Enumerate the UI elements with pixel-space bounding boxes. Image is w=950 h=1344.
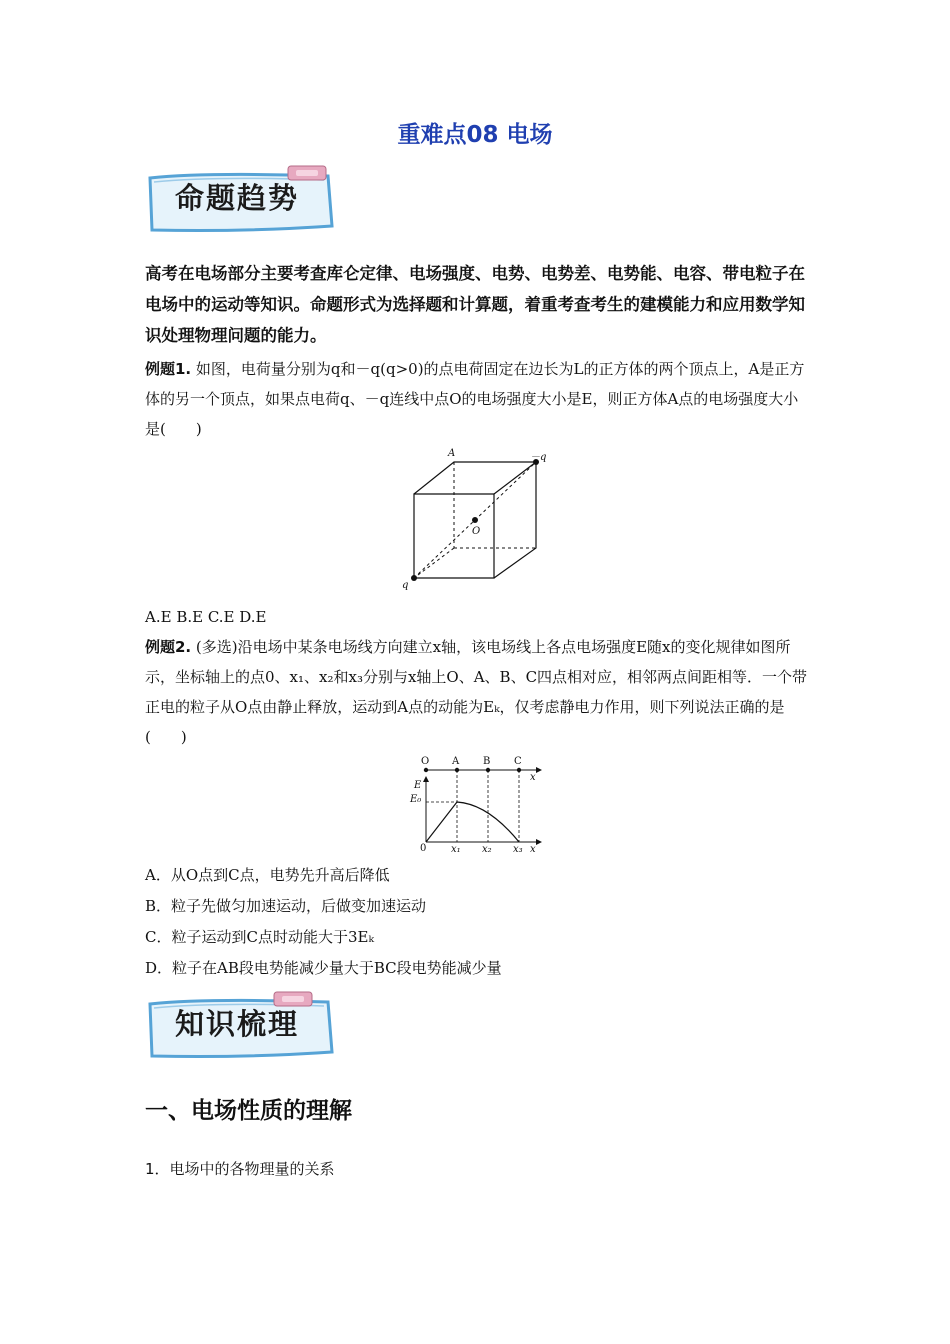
section-banner-trend bbox=[146, 164, 336, 236]
graph-top-label-x: x bbox=[530, 772, 536, 783]
graph-bottom-label-x3: x₃ bbox=[513, 844, 523, 855]
cube-label-minus-q: －q bbox=[530, 452, 547, 463]
example-2-option-a: A．从O点到C点，电势先升高后降低 bbox=[145, 866, 390, 884]
graph-bottom-label-x: x bbox=[530, 844, 536, 855]
graph-top-label-C: C bbox=[514, 756, 522, 767]
subsection-heading: 1．电场中的各物理量的关系 bbox=[145, 1160, 335, 1178]
example-2-option-b: B．粒子先做匀加速运动，后做变加速运动 bbox=[145, 897, 427, 915]
section-heading: 一、电场性质的理解 bbox=[145, 1098, 352, 1124]
example-1-label: 例题1. bbox=[145, 360, 192, 378]
example-1-options: A.E B.E C.E D.E bbox=[145, 608, 267, 626]
e-x-graph bbox=[406, 756, 546, 856]
intro-paragraph: 高考在电场部分主要考查库仑定律、电场强度、电势、电势差、电势能、电容、带电粒子在电场中的运动等知识。命题形式为选择题和计算题，着重考查考生的建模能力和应用数学知识处理物理问题的能力。 bbox=[145, 264, 805, 345]
graph-axis-E: E bbox=[414, 780, 422, 791]
example-1-text: 如图，电荷量分别为q和－q(q>0)的点电荷固定在边长为L的正方体的两个顶点上，A是正方体的另一个顶点，如果点电荷q、－q连线中点O的电场强度大小是E，则正方体A点的电场强度大小是( ) bbox=[145, 360, 805, 438]
graph-bottom-label-x1: x₁ bbox=[451, 844, 461, 855]
cube-label-O: O bbox=[472, 526, 481, 537]
cube-diagram bbox=[392, 448, 562, 598]
example-2-text: (多选)沿电场中某条电场线方向建立x轴，该电场线上各点电场强度E随x的变化规律如图所示，坐标轴上的点0、x₁、x₂和x₃分别与x轴上O、A、B、C四点相对应，相邻两点间距相等．一个带正电的粒子从O点由静止释放，运动到A点的动能为Eₖ，仅考虑静电力作用，则下列说法正确的是( ) bbox=[145, 638, 808, 746]
example-1-question bbox=[145, 354, 810, 444]
example-2-option-d: D．粒子在AB段电势能减少量大于BC段电势能减少量 bbox=[145, 959, 502, 977]
example-2-option-c: C．粒子运动到C点时动能大于3Eₖ bbox=[145, 928, 374, 946]
page-title: 重难点08 电场 bbox=[397, 122, 553, 148]
cube-label-q: q bbox=[402, 580, 409, 591]
banner-label: 命题趋势 bbox=[174, 181, 299, 215]
graph-top-label-A: A bbox=[452, 756, 460, 767]
graph-top-label-B: B bbox=[483, 756, 491, 767]
banner-label-2: 知识梳理 bbox=[174, 1007, 299, 1041]
graph-bottom-label-x2: x₂ bbox=[482, 844, 492, 855]
graph-top-label-O: O bbox=[421, 756, 430, 767]
example-2-label: 例题2. bbox=[145, 638, 192, 656]
section-banner-knowledge bbox=[146, 990, 336, 1062]
graph-bottom-label-0: 0 bbox=[420, 843, 427, 854]
example-2-question bbox=[145, 632, 810, 752]
e-x-graph-svg bbox=[406, 756, 546, 856]
cube-figure bbox=[392, 448, 562, 598]
cube-label-A: A bbox=[448, 448, 456, 459]
graph-label-E0: E₀ bbox=[410, 794, 422, 805]
